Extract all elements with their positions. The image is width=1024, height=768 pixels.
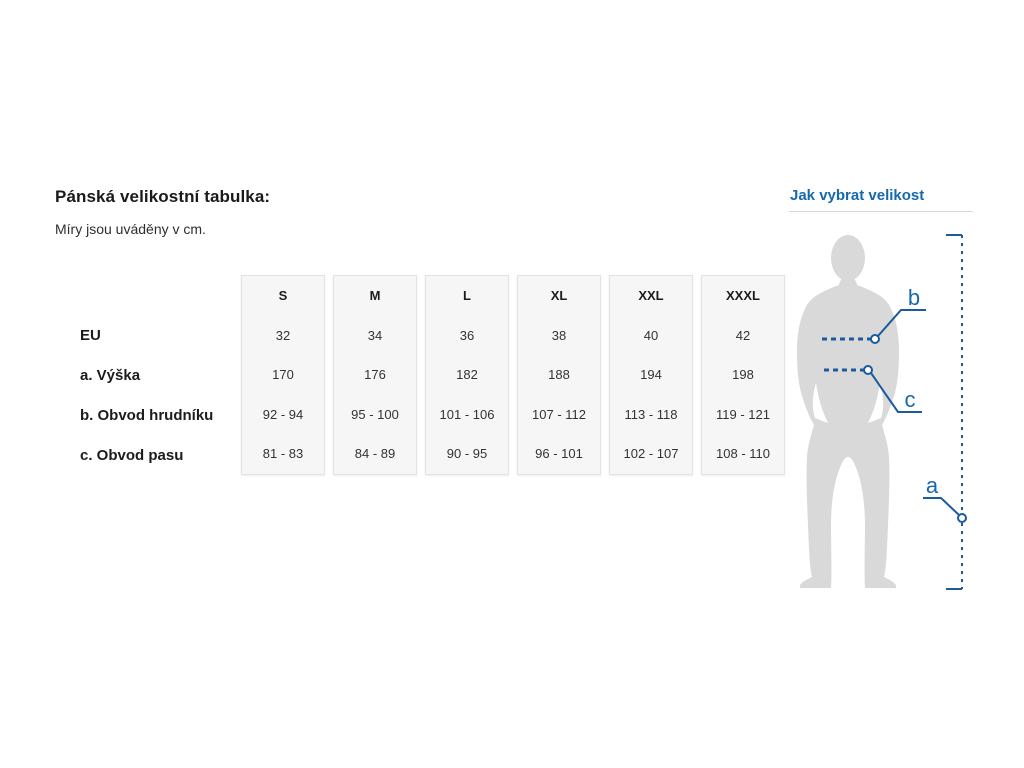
cell-chest: 119 - 121: [716, 406, 770, 422]
label-a-height: a: [925, 473, 939, 498]
height-point-marker: [958, 514, 966, 522]
cell-chest: 101 - 106: [439, 406, 495, 422]
cell-eu: 40: [643, 327, 659, 343]
label-b-chest: b: [907, 285, 921, 310]
size-column-m: [333, 275, 417, 475]
cell-waist: 96 - 101: [535, 446, 583, 462]
cell-height: 198: [732, 367, 754, 383]
divider: [789, 211, 973, 212]
cell-eu: 36: [459, 327, 475, 343]
size-column-s: [241, 275, 325, 475]
cell-chest: 92 - 94: [262, 406, 304, 422]
column-header: XXL: [638, 288, 664, 304]
cell-eu: 42: [735, 327, 751, 343]
man-silhouette-graphic: [797, 235, 899, 588]
cell-height: 176: [364, 367, 386, 383]
cell-height: 170: [272, 367, 294, 383]
measurement-figure: [750, 225, 1010, 625]
page-title: Pánská velikostní tabulka:: [55, 187, 271, 206]
waist-point-marker: [864, 366, 872, 374]
row-labels-column: [80, 275, 241, 475]
cell-chest: 95 - 100: [351, 406, 399, 422]
units-note: Míry jsou uváděny v cm.: [55, 221, 206, 237]
chest-point-marker: [871, 335, 879, 343]
column-header: S: [278, 288, 288, 304]
height-leader-line: [923, 498, 959, 515]
row-label-chest: b. Obvod hrudníku: [80, 406, 214, 424]
column-header: L: [463, 288, 471, 304]
size-guide-link[interactable]: Jak vybrat velikost: [790, 187, 925, 204]
size-table: [80, 275, 793, 475]
cell-eu: 38: [551, 327, 567, 343]
cell-waist: 102 - 107: [623, 446, 679, 462]
cell-height: 182: [456, 367, 478, 383]
row-label-eu: EU: [80, 326, 101, 344]
size-column-l: [425, 275, 509, 475]
cell-waist: 108 - 110: [716, 446, 770, 462]
row-label-spacer: [80, 275, 241, 315]
cell-height: 194: [640, 367, 662, 383]
cell-height: 188: [548, 367, 570, 383]
cell-chest: 113 - 118: [624, 406, 678, 422]
row-label-height: a. Výška: [80, 366, 141, 384]
cell-eu: 34: [367, 327, 383, 343]
cell-waist: 90 - 95: [446, 446, 488, 462]
column-header: XL: [550, 288, 568, 304]
row-label-waist: c. Obvod pasu: [80, 446, 184, 464]
cell-waist: 84 - 89: [354, 446, 396, 462]
column-header: M: [369, 288, 381, 304]
cell-waist: 81 - 83: [262, 446, 304, 462]
cell-eu: 32: [275, 327, 291, 343]
label-c-waist: c: [904, 387, 916, 412]
column-header: XXXL: [726, 288, 760, 304]
size-column-xl: [517, 275, 601, 475]
cell-chest: 107 - 112: [532, 406, 586, 422]
size-column-xxl: [609, 275, 693, 475]
